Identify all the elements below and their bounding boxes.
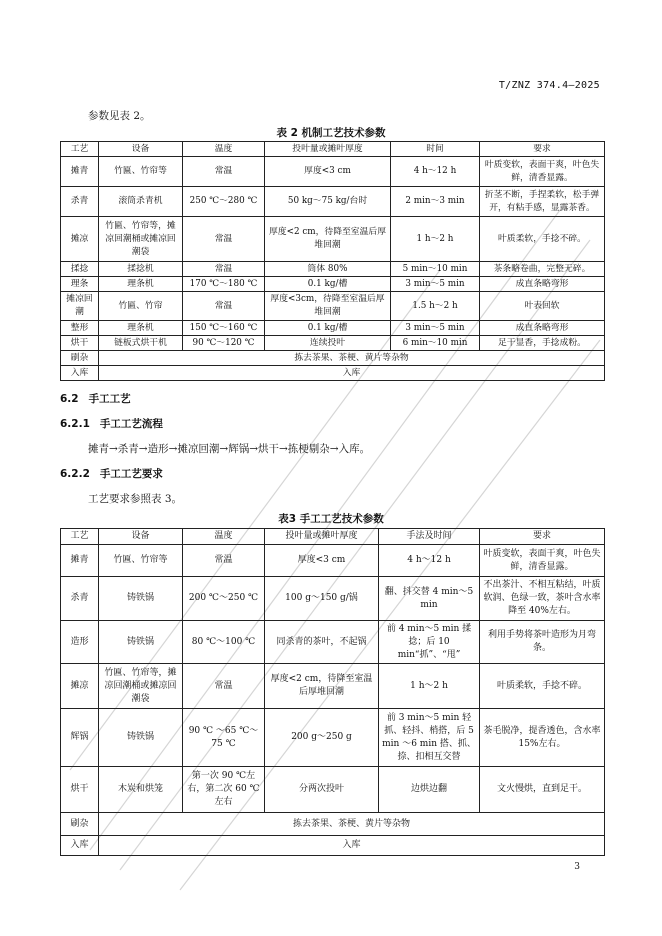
time-cell: 1.5 h～2 h [391,292,480,321]
time-cell: 3 min～5 min [391,321,480,336]
sorting-cell: 拣去茶果、茶梗、黄片等杂物 [99,813,605,836]
time-cell: 1 h～2 h [391,217,480,262]
table2-header-requirement: 要求 [480,142,605,157]
table-row [61,336,605,351]
table-row [61,366,605,381]
temperature-cell: 90 ℃ ～65 ℃～75 ℃ [183,709,265,767]
table-row [61,545,605,577]
table2-header-amount: 投叶量或摊叶厚度 [265,142,391,157]
method-cell: 4 h～12 h [379,545,480,577]
table3 [60,528,605,856]
temperature-cell: 90 ℃～120 ℃ [183,336,265,351]
requirement-cell: 叶表回软 [480,292,605,321]
temperature-cell: 170 ℃～180 ℃ [183,277,265,292]
method-cell: 前 4 min～5 min 揉捻；后 10 min“抓”、“甩” [379,621,480,664]
amount-cell: 厚度<3 cm [265,157,391,187]
table2-header-equipment: 设备 [99,142,183,157]
amount-cell: 连续投叶 [265,336,391,351]
table2-header-temperature: 温度 [183,142,265,157]
process-cell: 摊凉 [61,217,99,262]
table3-header-temperature: 温度 [183,529,265,545]
equipment-cell: 竹匾、竹帘等 [99,545,183,577]
requirement-cell: 足干显香，手捻成粉。 [480,336,605,351]
table3-header-process: 工艺 [61,529,99,545]
requirement-cell: 茶条略卷曲，完整无碎。 [480,262,605,277]
section-title: 手工工艺要求 [99,468,163,480]
table-row [61,321,605,336]
time-cell: 2 min～3 min [391,187,480,217]
method-cell: 1 h～2 h [379,664,480,709]
section-number: 6.2.2 [60,468,90,480]
process-cell: 摊凉回潮 [61,292,99,321]
table-row [61,767,605,813]
document-code: T/ZNZ 374.4—2025 [498,80,600,91]
equipment-cell: 链板式烘干机 [99,336,183,351]
equipment-cell: 竹匾、竹帘等 [99,157,183,187]
table-row [61,621,605,664]
process-cell: 造形 [61,621,99,664]
table3-header-equipment: 设备 [99,529,183,545]
table-row [61,292,605,321]
table2-caption: 表 2 机制工艺技术参数 [276,127,386,139]
amount-cell: 分两次投叶 [265,767,379,813]
process-flow-text: 摊青→杀青→造形→摊凉回潮→辉锅→烘干→拣梗剔杂→入库。 [88,443,371,455]
equipment-cell: 竹匾、竹帘等，摊凉回潮桶或摊凉回潮袋 [99,217,183,262]
table-row [61,836,605,856]
amount-cell: 200 g～250 g [265,709,379,767]
process-cell: 摊青 [61,545,99,577]
section-6-2-2-heading [60,466,163,481]
requirement-cell: 叶质变软，表面干爽，叶色失鲜，清香显露。 [480,157,605,187]
equipment-cell: 理条机 [99,321,183,336]
table-row [61,709,605,767]
requirement-cell: 茶毛脱净，提香透色，含水率 15%左右。 [480,709,605,767]
temperature-cell: 200 ℃～250 ℃ [183,577,265,621]
amount-cell: 厚度<2 cm，待降至室温后厚堆回潮 [265,217,391,262]
section-6-2-heading [60,391,131,406]
equipment-cell: 木炭和烘笼 [99,767,183,813]
amount-cell: 0.1 kg/槽 [265,277,391,292]
amount-cell: 同杀青的茶叶，不起锅 [265,621,379,664]
table3-header-method: 手法及时间 [379,529,480,545]
requirement-cell: 叶质柔软，手捻不碎。 [480,664,605,709]
table3-header-row [61,529,605,545]
table3-header-amount: 投叶量或摊叶厚度 [265,529,379,545]
section-number: 6.2 [60,393,79,405]
sorting-cell: 拣去茶果、茶梗、黄片等杂物 [99,351,605,366]
process-cell: 摊凉 [61,664,99,709]
requirement-cell: 文火慢烘，直到足干。 [480,767,605,813]
process-cell: 整形 [61,321,99,336]
section-title: 手工工艺 [88,393,131,405]
requirement-cell: 不出茶汁、不相互粘结，叶质软润、色绿一致，茶叶含水率降至 40%左右。 [480,577,605,621]
amount-cell: 筒体 80% [265,262,391,277]
table-row [61,351,605,366]
process-cell: 摊青 [61,157,99,187]
process-cell: 辉锅 [61,709,99,767]
table2 [60,141,605,381]
amount-cell: 厚度<3cm，待降至室温后厚堆回潮 [265,292,391,321]
equipment-cell: 铸铁锅 [99,709,183,767]
process-cell: 烘干 [61,767,99,813]
equipment-cell: 理条机 [99,277,183,292]
storage-cell: 入库 [99,836,605,856]
temperature-cell: 常温 [183,664,265,709]
table-row [61,217,605,262]
temperature-cell: 常温 [183,292,265,321]
method-cell: 前 3 min～5 min 轻抓、轻抖、梢搭，后 5 min ～6 min 搭、抓、捺、扣相互交替 [379,709,480,767]
table2-header-row [61,142,605,157]
process-cell: 刷杂 [61,351,99,366]
equipment-cell: 揉捻机 [99,262,183,277]
requirement-cell: 叶质变软，表面干爽，叶色失鲜，清香显露。 [480,545,605,577]
method-cell: 翻、抖交替 4 min～5 min [379,577,480,621]
equipment-cell: 竹匾、竹帘等，摊凉回潮桶或摊凉回潮袋 [99,664,183,709]
table-row [61,262,605,277]
table-row [61,664,605,709]
amount-cell: 50 kg～75 kg/台时 [265,187,391,217]
time-cell: 4 h～12 h [391,157,480,187]
temperature-cell: 150 ℃～160 ℃ [183,321,265,336]
equipment-cell: 铸铁锅 [99,621,183,664]
time-cell: 5 min～10 min [391,262,480,277]
amount-cell: 厚度<3 cm [265,545,379,577]
process-cell: 揉捻 [61,262,99,277]
time-cell: 3 min～5 min [391,277,480,292]
section-number: 6.2.1 [60,418,90,430]
requirement-cell: 利用手势将茶叶造形为月弯条。 [480,621,605,664]
temperature-cell: 常温 [183,262,265,277]
process-cell: 烘干 [61,336,99,351]
method-cell: 边烘边翻 [379,767,480,813]
temperature-cell: 常温 [183,217,265,262]
table3-header-requirement: 要求 [480,529,605,545]
temperature-cell: 常温 [183,157,265,187]
storage-cell: 入库 [99,366,605,381]
table2-header-process: 工艺 [61,142,99,157]
table-row [61,813,605,836]
amount-cell: 0.1 kg/槽 [265,321,391,336]
amount-cell: 100 g～150 g/锅 [265,577,379,621]
temperature-cell: 250 ℃～280 ℃ [183,187,265,217]
table3-reference-text: 工艺要求参照表 3。 [88,493,183,505]
page-number: 3 [574,862,580,872]
process-cell: 理条 [61,277,99,292]
process-cell: 入库 [61,366,99,381]
equipment-cell: 滚筒杀青机 [99,187,183,217]
table-row [61,277,605,292]
amount-cell: 厚度<2 cm，待降至室温后厚堆回潮 [265,664,379,709]
process-cell: 刷杂 [61,813,99,836]
equipment-cell: 竹匾、竹帘 [99,292,183,321]
requirement-cell: 折茎不断，手捏柔软，松手弹开，有粘手感，显露茶香。 [480,187,605,217]
temperature-cell: 80 ℃～100 ℃ [183,621,265,664]
table-row [61,577,605,621]
temperature-cell: 第一次 90 ℃左右，第二次 60 ℃左右 [183,767,265,813]
table2-header-time: 时间 [391,142,480,157]
section-title: 手工工艺流程 [99,418,163,430]
time-cell: 6 min～10 min [391,336,480,351]
requirement-cell: 成直条略弯形 [480,277,605,292]
requirement-cell: 叶质柔软，手捻不碎。 [480,217,605,262]
process-cell: 杀青 [61,187,99,217]
section-6-2-1-heading [60,416,163,431]
table-row [61,187,605,217]
equipment-cell: 铸铁锅 [99,577,183,621]
temperature-cell: 常温 [183,545,265,577]
process-cell: 入库 [61,836,99,856]
table-row [61,157,605,187]
process-cell: 杀青 [61,577,99,621]
requirement-cell: 成直条略弯形 [480,321,605,336]
intro-text: 参数见表 2。 [88,110,151,122]
table3-caption: 表3 手工工艺技术参数 [278,513,384,525]
